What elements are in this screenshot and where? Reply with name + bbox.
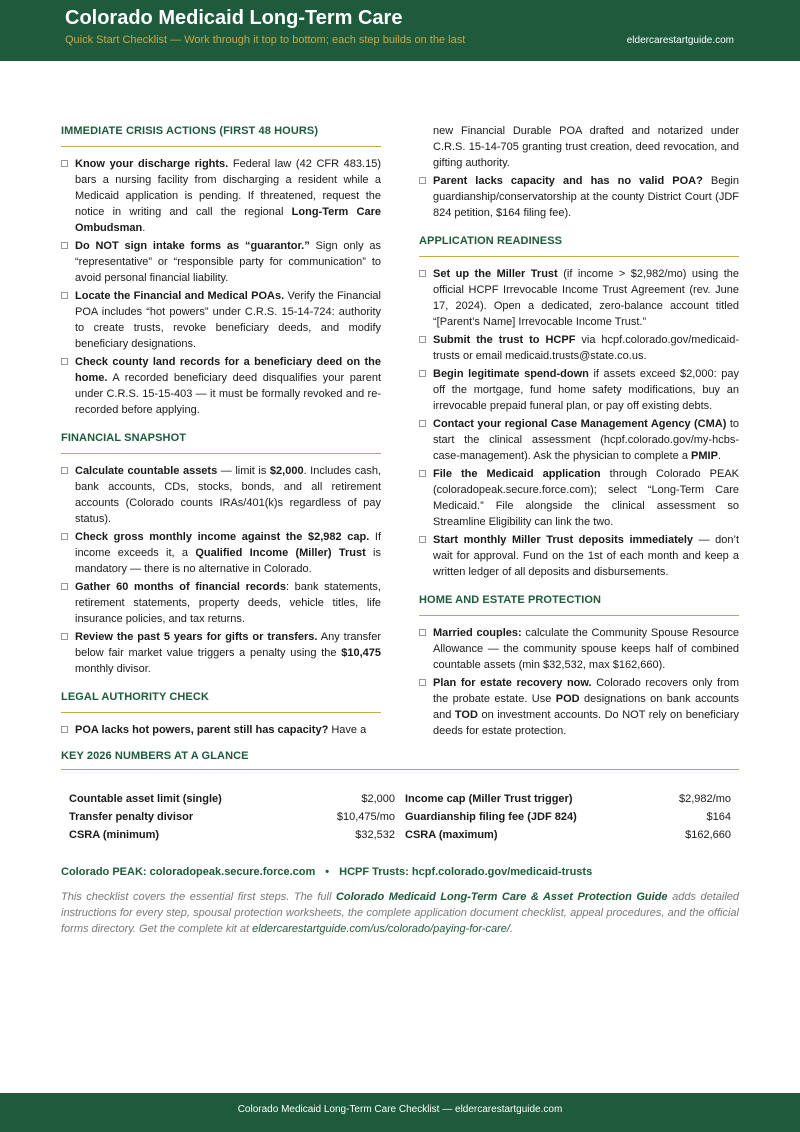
item-emphasis: Review the past 5 years for gifts or transfers. xyxy=(75,631,318,643)
footer-text: Colorado Medicaid Long-Term Care Checklist — eldercarestartguide.com xyxy=(237,1104,563,1115)
crisis-checklist xyxy=(61,156,381,418)
checkbox[interactable] xyxy=(419,420,426,427)
key-number-label: Income cap (Miller Trust trigger) xyxy=(405,793,573,805)
checkbox[interactable] xyxy=(61,533,68,540)
item-emphasis: Set up the Miller Trust xyxy=(433,268,558,280)
checkbox[interactable] xyxy=(61,292,68,299)
application-item xyxy=(419,332,739,364)
key-numbers-section xyxy=(61,744,739,844)
item-emphasis: Calculate countable assets xyxy=(75,465,218,477)
item-text: A recorded beneficiary deed disqualifies your parent under C.R.S. 15-15-403 — it must be formally revoked and re-recorded before applying. xyxy=(75,372,381,416)
checkbox[interactable] xyxy=(61,583,68,590)
checkbox[interactable] xyxy=(61,633,68,640)
link-separator: • xyxy=(325,866,330,878)
item-emphasis: Locate the Financial and Medical POAs. xyxy=(75,290,285,302)
legal-item xyxy=(61,722,381,738)
key-number-row xyxy=(69,826,395,844)
item-emphasis: TOD xyxy=(454,709,478,721)
key-number-value: $164 xyxy=(706,811,731,823)
application-checklist xyxy=(419,266,739,580)
checkbox[interactable] xyxy=(419,336,426,343)
item-text: is mandatory — there is no alternative in Colorado. xyxy=(75,547,381,575)
item-text: monthly divisor. xyxy=(75,663,151,675)
key-number-row xyxy=(405,826,731,844)
application-item xyxy=(419,416,739,464)
item-text: Sign only as “representative” or “responsible party for communication” to avoid personal financial liability. xyxy=(75,240,381,284)
item-emphasis: Parent lacks capacity and has no valid POA? xyxy=(433,175,703,187)
checkbox[interactable] xyxy=(419,177,426,184)
checkbox[interactable] xyxy=(61,358,68,365)
item-emphasis: Check county land records for a beneficiary deed on the home. xyxy=(75,356,381,384)
legal-item-continuation: new Financial Durable POA drafted and notarized under C.R.S. 15-14-705 granting trust creation, deed revocation, and gifting authority. xyxy=(433,125,739,169)
item-text: through Colorado PEAK (coloradopeak.secure.force.com); select “Long-Term Care Medicaid.” File alongside the clinical assessment so Streamline Eligibility can link the two. xyxy=(433,468,739,528)
checkbox[interactable] xyxy=(419,536,426,543)
item-emphasis: Long-Term Care Ombudsman xyxy=(75,206,381,234)
header-site-link[interactable]: eldercarestartguide.com xyxy=(626,35,734,46)
key-number-row xyxy=(405,790,731,808)
financial-item xyxy=(61,463,381,527)
key-number-label: Transfer penalty divisor xyxy=(69,811,194,823)
section-heading-financial: FINANCIAL SNAPSHOT xyxy=(61,424,381,454)
application-item xyxy=(419,366,739,414)
page-header xyxy=(0,0,800,61)
key-number-row xyxy=(69,790,395,808)
key-numbers-left xyxy=(69,790,395,844)
key-number-value: $2,982/mo xyxy=(679,793,731,805)
note-text-2: adds detailed instructions for every step, spousal protection worksheets, the complete application document checklist, appeal procedures, and the official forms directory. Get the complete kit at xyxy=(61,891,739,935)
item-emphasis: File the Medicaid application xyxy=(433,468,601,480)
item-emphasis: Gather 60 months of financial records xyxy=(75,581,286,593)
guide-link[interactable]: eldercarestartguide.com/us/colorado/paying-for-care/ xyxy=(252,923,510,935)
note-text: This checklist covers the essential first steps. The full xyxy=(61,891,336,903)
item-emphasis: Know your discharge rights. xyxy=(75,158,229,170)
peak-link[interactable]: Colorado PEAK: coloradopeak.secure.force.com xyxy=(61,866,316,878)
section-heading-application: APPLICATION READINESS xyxy=(419,227,739,257)
item-text: via hcpf.colorado.gov/medicaid-trusts or email medicaid.trusts@state.co.us. xyxy=(433,334,739,362)
crisis-item xyxy=(61,238,381,286)
key-number-label: Guardianship filing fee (JDF 824) xyxy=(405,811,577,823)
key-number-label: CSRA (maximum) xyxy=(405,829,498,841)
crisis-item xyxy=(61,288,381,352)
item-text: . xyxy=(717,450,721,462)
item-text: : bank statements, retirement statements, property deeds, vehicle titles, life insurance policies, and tax returns. xyxy=(75,581,381,625)
key-number-label: Countable asset limit (single) xyxy=(69,793,222,805)
crisis-item xyxy=(61,156,381,236)
home-checklist xyxy=(419,625,739,739)
guide-note xyxy=(61,889,739,937)
home-item xyxy=(419,625,739,673)
checkbox[interactable] xyxy=(61,467,68,474)
legal-item xyxy=(419,173,739,221)
item-text: Federal law (42 CFR 483.15) bars a nursing facility from discharging a resident while a Medicaid application is pending. If threatened, request the notice in writing and call the regional xyxy=(75,158,381,218)
item-emphasis: Contact your regional Case Management Agency (CMA) xyxy=(433,418,727,430)
item-text: (if income > $2,982/mo) using the official HCPF Irrevocable Income Trust Agreement (rev. June 17, 2024). Open a dedicated, zero-balance account titled “[Parent’s Name] Irrevocable Income Trust.” xyxy=(433,268,740,328)
note-text-3: . xyxy=(509,923,514,935)
item-text: — limit is xyxy=(217,465,270,477)
item-emphasis: POA lacks hot powers, parent still has capacity? xyxy=(75,724,329,736)
left-column xyxy=(61,117,381,740)
item-emphasis: Check gross monthly income against the $2,982 cap. xyxy=(75,531,370,543)
item-text: designations on bank accounts and xyxy=(433,693,739,721)
checkbox[interactable] xyxy=(419,679,426,686)
item-emphasis: Qualified Income (Miller) Trust xyxy=(195,547,366,559)
checkbox[interactable] xyxy=(61,242,68,249)
guide-title: Colorado Medicaid Long-Term Care & Asset Protection Guide xyxy=(335,891,668,903)
financial-item xyxy=(61,579,381,627)
key-number-value: $162,660 xyxy=(685,829,731,841)
checkbox[interactable] xyxy=(419,270,426,277)
financial-item xyxy=(61,529,381,577)
checkbox[interactable] xyxy=(61,160,68,167)
item-text: calculate the Community Spouse Resource Allowance — the community spouse keeps half of combined countable assets (min $32,532, max $162,660). xyxy=(433,627,739,671)
financial-item xyxy=(61,629,381,677)
key-number-row xyxy=(69,808,395,826)
item-text: . xyxy=(142,222,146,234)
application-item xyxy=(419,466,739,530)
item-text: Colorado recovers only from the probate estate. Use xyxy=(433,677,739,705)
application-item xyxy=(419,266,739,330)
key-number-row xyxy=(405,808,731,826)
checkbox[interactable] xyxy=(419,370,426,377)
checkbox[interactable] xyxy=(61,726,68,733)
financial-checklist xyxy=(61,463,381,677)
key-number-label: CSRA (minimum) xyxy=(69,829,160,841)
home-item xyxy=(419,675,739,739)
item-emphasis: Plan for estate recovery now. xyxy=(433,677,592,689)
item-emphasis: Begin legitimate spend-down xyxy=(433,368,589,380)
key-number-value: $2,000 xyxy=(361,793,395,805)
key-number-value: $10,475/mo xyxy=(336,811,395,823)
checkbox[interactable] xyxy=(419,629,426,636)
item-text: If income exceeds it, a xyxy=(75,531,381,559)
item-emphasis: $2,000 xyxy=(269,465,304,477)
item-text: . Includes cash, bank accounts, CDs, stocks, bonds, and all retirement accounts (Colorado counts IRAs/401(k)s regardless of pay status). xyxy=(75,465,381,525)
item-emphasis: Start monthly Miller Trust deposits immediately xyxy=(433,534,694,546)
key-numbers-table xyxy=(61,790,739,844)
item-text: Verify the Financial POA includes “hot powers” under C.R.S. 15-14-724: authority to create trusts, revoke beneficiary deeds, and modify beneficiary designations. xyxy=(75,290,381,350)
item-text: Have a xyxy=(328,724,367,736)
resource-links xyxy=(61,866,592,878)
section-heading-crisis: IMMEDIATE CRISIS ACTIONS (FIRST 48 HOURS) xyxy=(61,117,381,147)
item-emphasis: POD xyxy=(555,693,580,705)
item-text: Any transfer below fair market value triggers a penalty using the xyxy=(75,631,381,659)
section-heading-legal: LEGAL AUTHORITY CHECK xyxy=(61,683,381,713)
key-number-value: $32,532 xyxy=(355,829,395,841)
section-heading-key: KEY 2026 NUMBERS AT A GLANCE xyxy=(61,744,739,770)
item-emphasis: PMIP xyxy=(691,450,718,462)
application-item xyxy=(419,532,739,580)
item-text: — don’t wait for approval. Fund on the 1st of each month and keep a written ledger of all deposits and disbursements. xyxy=(433,534,740,578)
right-column xyxy=(419,123,739,741)
hcpf-link[interactable]: HCPF Trusts: hcpf.colorado.gov/medicaid-trusts xyxy=(339,866,593,878)
checkbox[interactable] xyxy=(419,470,426,477)
item-emphasis: Submit the trust to HCPF xyxy=(433,334,576,346)
item-emphasis: $10,475 xyxy=(341,647,381,659)
page-subtitle: Quick Start Checklist — Work through it top to bottom; each step builds on the last xyxy=(65,34,466,46)
item-text: on investment accounts. Do NOT rely on beneficiary deeds for estate protection. xyxy=(433,709,739,737)
page-title: Colorado Medicaid Long-Term Care xyxy=(65,7,403,29)
crisis-item xyxy=(61,354,381,418)
legal-checklist xyxy=(61,722,381,738)
item-emphasis: Do NOT sign intake forms as “guarantor.” xyxy=(75,240,310,252)
section-heading-home: HOME AND ESTATE PROTECTION xyxy=(419,586,739,616)
item-text: to start the clinical assessment (hcpf.colorado.gov/my-hcbs-case-management). Ask the physician to complete a xyxy=(433,418,739,462)
item-text: Begin guardianship/conservatorship at the county District Court (JDF 824 petition, $164 filing fee). xyxy=(433,175,739,219)
item-text: if assets exceed $2,000: pay off the mortgage, fund home safety modifications, buy an irrevocable prepaid funeral plan, or pay off existing debts. xyxy=(433,368,739,412)
legal-checklist-continued xyxy=(419,173,739,221)
key-numbers-right xyxy=(405,790,731,844)
item-emphasis: Married couples: xyxy=(433,627,522,639)
page-footer xyxy=(0,1093,800,1132)
